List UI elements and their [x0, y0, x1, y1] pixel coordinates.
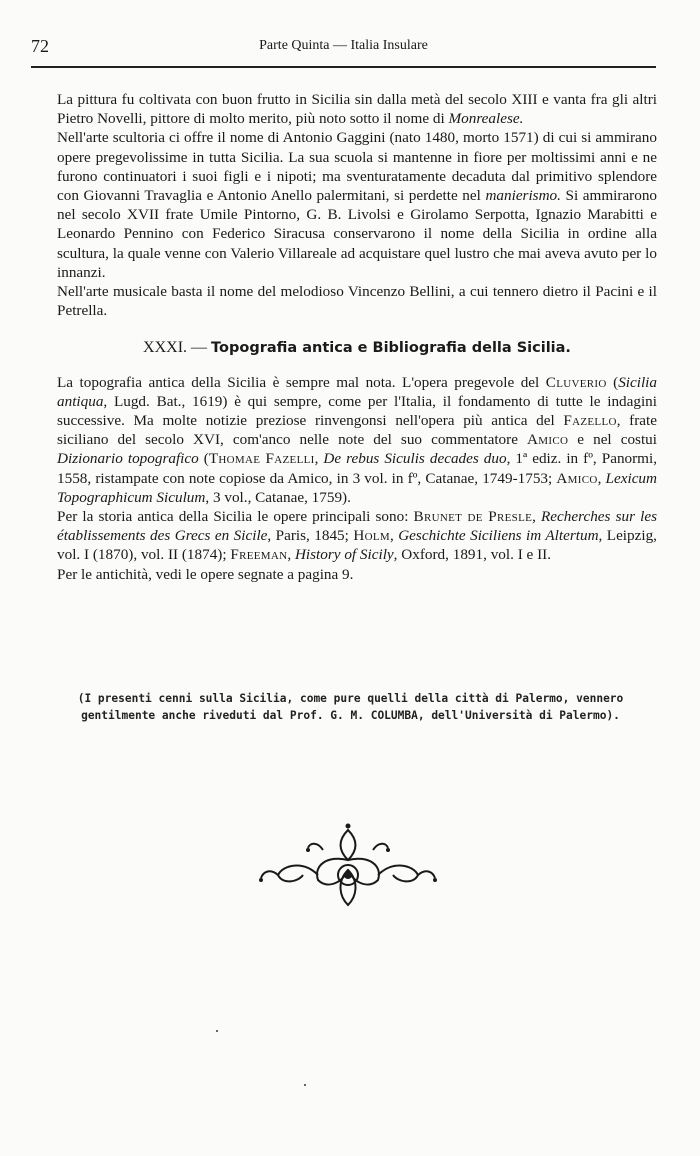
text: , Lugd. Bat., 1619) è qui sempre, come per l'Italia, il fondamento di tutte le indagini successive. Ma molte notizie preziose rinvengonsi nell'opera più antica del: [57, 392, 657, 430]
text: (: [606, 373, 619, 391]
text: ,: [389, 527, 399, 545]
author-name: Amico: [556, 469, 598, 487]
footnote: (I presenti cenni sulla Sicilia, come pure quelli della città di Palermo, vennero gentilmente anche riveduti dal Prof. G. M. COLUMBA, dell'Università di Palermo).: [77, 692, 624, 722]
print-speck: [216, 1030, 218, 1032]
text: ,: [532, 508, 542, 526]
text: , Leipzig, vol. I (1870), vol. II (1874);: [57, 527, 657, 564]
section-title: Topografia antica e Bibliografia della Sicilia.: [211, 340, 571, 357]
paragraph-text: Per le antichità, vedi le opere segnate a pagina 9.: [57, 565, 354, 583]
running-header: [31, 36, 656, 58]
text: , frate siciliano del secolo XVI, com'anco nelle note del suo commentatore: [57, 412, 657, 449]
text: , 1ª ediz. in fº, Panormi, 1558, ristampate con note copiose da Amico, in 3 vol. in fº, Catanae, 1749-1753;: [57, 450, 658, 487]
print-speck: [304, 1084, 306, 1086]
author-name: Holm: [353, 527, 390, 545]
paragraph-text: Nell'arte scultoria ci offre il nome di Antonio Gaggini (nato 1480, morto 1571) di cui si ammirano opere pregevolissime in tutta Sicilia. La sua scuola si mantenne in fiore per moltissimi anni e ne furono continuatori i suoi figli e i nipoti; ma sventuratamente decaduta dal primitivo splendore con Giovanni Travaglia e Antonio Anello palermitani, si perdette nel: [57, 129, 657, 205]
author-name: Brunet de Presle: [413, 508, 533, 526]
section-number: XXXI. —: [143, 339, 208, 357]
paragraph-sculpture: [57, 128, 657, 282]
text: (: [198, 450, 209, 468]
paragraph-history: [57, 507, 657, 565]
text: e nel costui: [568, 431, 657, 449]
header-rule: [31, 66, 656, 68]
page-number: 72: [31, 36, 49, 56]
text: , 3 vol., Catanae, 1759).: [205, 488, 351, 506]
running-title: Parte Quinta — Italia Insulare: [259, 38, 428, 53]
book-title: Sicilia antiqua: [57, 373, 657, 410]
author-name: Thomae Fazelli: [208, 450, 315, 468]
book-title: Geschichte Siciliens im Altertum: [398, 527, 599, 545]
paragraph-text: Nell'arte musicale basta il nome del melodioso Vincenzo Bellini, a cui tennero dietro il Pacini e il Petrella.: [57, 283, 657, 320]
book-title: History of Sicily: [294, 546, 394, 564]
book-title: Recherches sur les établissements des Grecs en Sicile: [57, 508, 657, 545]
book-title: De rebus Siculis decades duo: [323, 450, 507, 468]
body-text: [57, 90, 657, 584]
paragraph-antiquities: [57, 565, 657, 584]
text: , Paris, 1845;: [267, 527, 354, 545]
section-heading: [57, 338, 657, 358]
book-title: Lexicum Topographicum Siculum: [57, 469, 657, 506]
text: , Oxford, 1891, vol. I e II.: [393, 546, 551, 564]
text: ,: [287, 546, 295, 564]
paragraph-painting: [57, 90, 657, 128]
italic-term: Monrealese.: [448, 110, 524, 128]
paragraph-text: Si ammirarono nel secolo XVII frate Umile Pintorno, G. B. Livolsi e Girolamo Serpotta, Ignazio Marabitti e Leonardo Pennino con Federico Siracusa conservarono il nome della Sicilia in ordine alla scultura, la quale venne con Valerio Villareale ad acquistare quel lustro che mai aveva avuto per lo innanzi.: [57, 187, 658, 281]
italic-term: manierismo.: [485, 187, 561, 205]
author-name: Fazello: [563, 412, 617, 430]
paragraph-topography: [57, 373, 657, 507]
author-name: Freeman: [230, 546, 288, 564]
book-title: Dizionario topografico: [57, 450, 199, 468]
text: ,: [597, 469, 606, 487]
author-name: Cluverio: [545, 373, 607, 391]
text: ,: [314, 450, 324, 468]
paragraph-music: [57, 282, 657, 320]
text: Per la storia antica della Sicilia le opere principali sono:: [57, 508, 414, 526]
author-name: Amico: [527, 431, 569, 449]
text: La topografia antica della Sicilia è sempre mal nota. L'opera pregevole del: [57, 373, 546, 391]
floral-ornament-icon: [258, 820, 438, 910]
paragraph-text: La pittura fu coltivata con buon frutto in Sicilia sin dalla metà del secolo XIII e vanta fra gli altri Pietro Novelli, pittore di molto merito, più noto sotto il nome di: [57, 91, 657, 128]
